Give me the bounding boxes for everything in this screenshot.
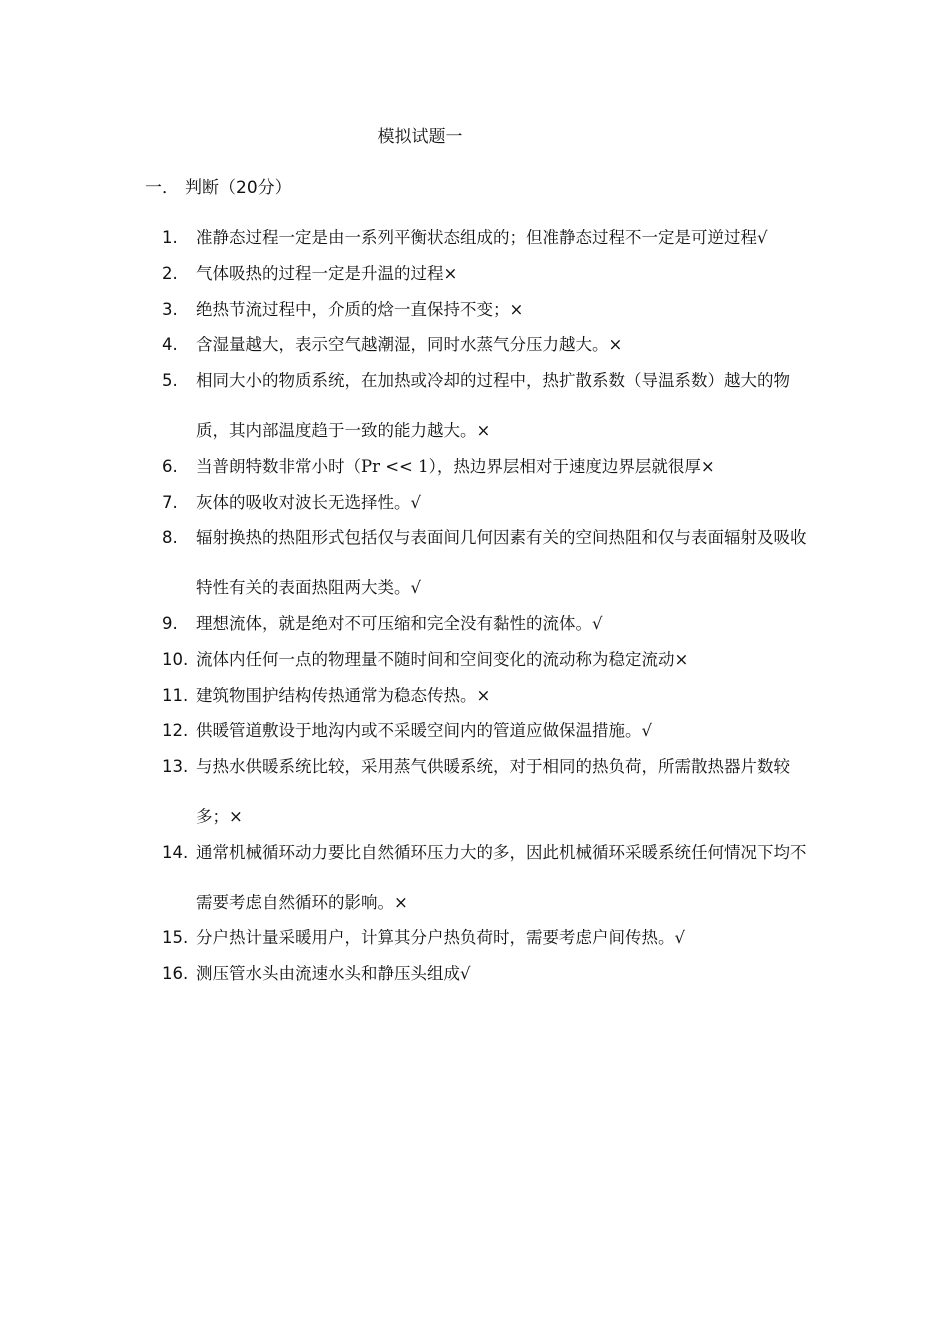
question-text: 灰体的吸收对波长无选择性。√ — [196, 492, 422, 512]
question-item — [0, 949, 816, 999]
question-text: 理想流体，就是绝对不可压缩和完全没有黏性的流体。√ — [196, 613, 603, 633]
prandtl-formula: Pr << 1 — [361, 456, 429, 476]
question-text: 与热水供暖系统比较，采用蒸气供暖系统，对于相同的热负荷，所需散热器片数较多；× — [196, 757, 790, 826]
question-number: 5. — [162, 371, 178, 391]
question-number: 13. — [162, 757, 189, 777]
question-text: 测压管水头由流速水头和静压头组成√ — [196, 964, 471, 984]
question-number: 3. — [162, 299, 178, 319]
question-text: 准静态过程一定是由一系列平衡状态组成的；但准静态过程不一定是可逆过程√ — [196, 228, 768, 247]
question-number: 2. — [162, 263, 178, 283]
question-number: 1. — [162, 228, 178, 247]
question-list — [0, 227, 950, 999]
section-heading — [145, 177, 292, 199]
question-text: 辐射换热的热阻形式包括仅与表面间几何因素有关的空间热阻和仅与表面辐射及吸收特性有关的表面热阻两大类。√ — [196, 528, 807, 598]
question-number: 8. — [162, 528, 178, 548]
question-number: 4. — [162, 335, 178, 355]
question-number: 10. — [162, 649, 189, 669]
question-number: 11. — [162, 685, 189, 705]
page-title: 模拟试题一 — [377, 127, 463, 147]
question-text: 流体内任何一点的物理量不随时间和空间变化的流动称为稳定流动× — [196, 649, 689, 669]
question-text: 建筑物围护结构传热通常为稳态传热。× — [196, 685, 491, 705]
question-text: 气体吸热的过程一定是升温的过程× — [196, 263, 458, 283]
question-text: 相同大小的物质系统，在加热或冷却的过程中，热扩散系数（导温系数）越大的物质，其内部温度趋于一致的能力越大。× — [196, 371, 790, 440]
question-text-after: ），热边界层相对于速度边界层就很厚× — [428, 456, 715, 476]
question-number: 12. — [162, 721, 189, 741]
section-label: 判断（20分） — [185, 178, 292, 198]
question-number: 16. — [162, 964, 189, 984]
section-number: 一． — [145, 178, 179, 198]
question-number: 7. — [162, 492, 178, 512]
question-number: 6. — [162, 456, 178, 476]
question-number: 14. — [162, 842, 189, 862]
question-text-before: 当普朗特数非常小时（ — [196, 456, 361, 476]
question-text: 通常机械循环动力要比自然循环压力大的多，因此机械循环采暖系统任何情况下均不需要考虑自然循环的影响。× — [196, 842, 807, 912]
question-text: 供暖管道敷设于地沟内或不采暖空间内的管道应做保温措施。√ — [196, 721, 653, 741]
question-number: 9. — [162, 613, 178, 633]
question-text: 分户热计量采暖用户，计算其分户热负荷时，需要考虑户间传热。√ — [196, 928, 686, 948]
question-text: 绝热节流过程中，介质的焓一直保持不变；× — [196, 299, 524, 319]
question-number: 15. — [162, 928, 189, 948]
question-text: 含湿量越大，表示空气越潮湿，同时水蒸气分压力越大。× — [196, 335, 623, 355]
